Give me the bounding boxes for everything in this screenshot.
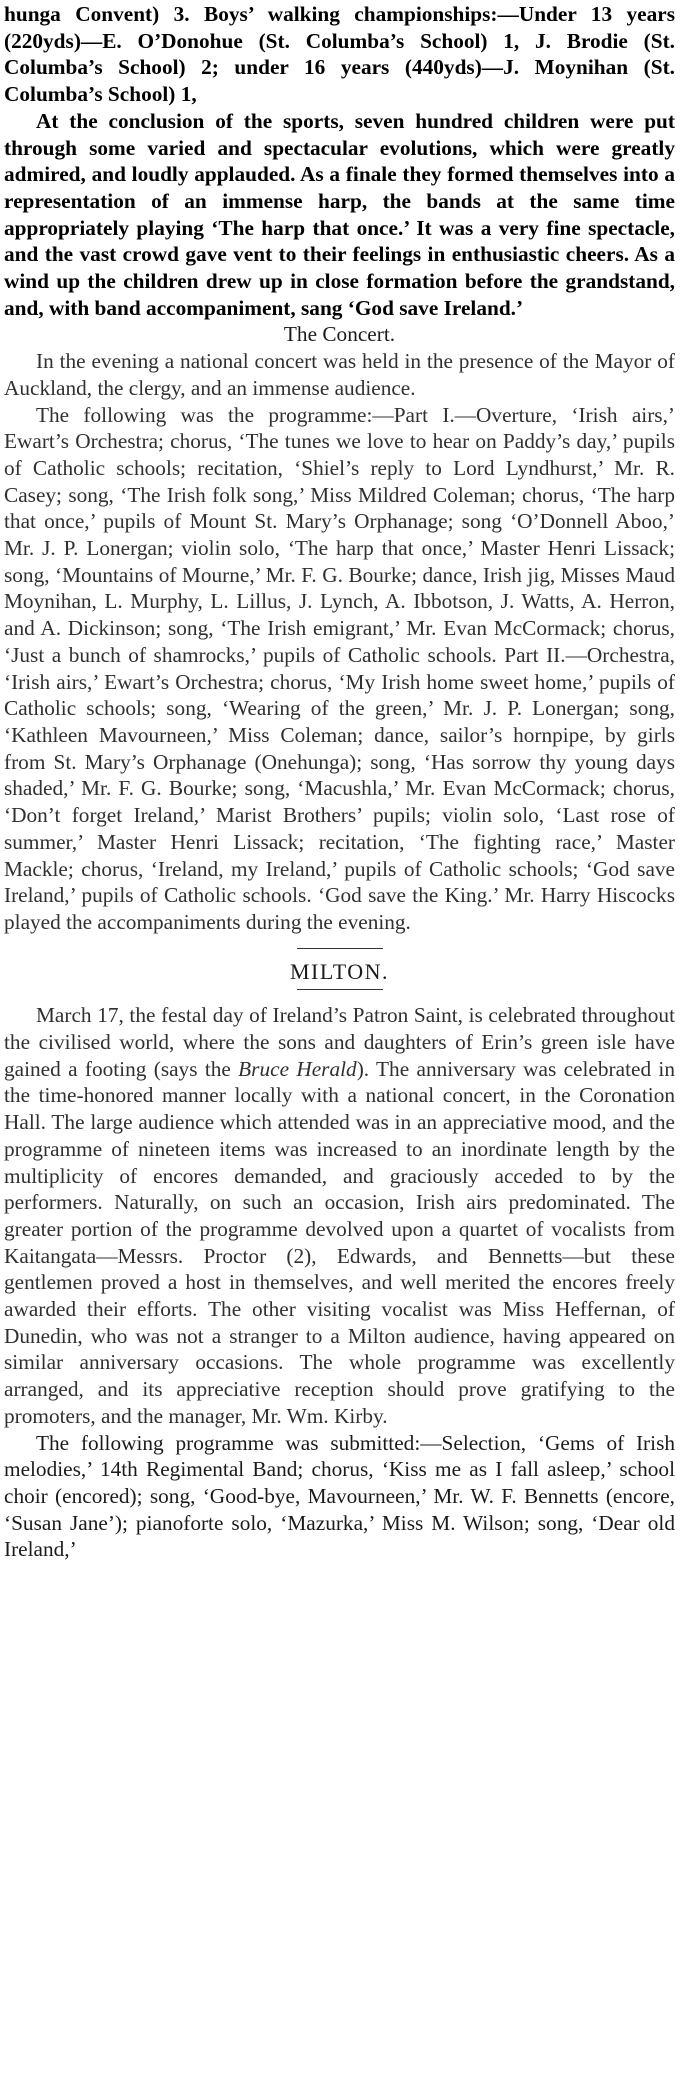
harp-finale-paragraph: At the conclusion of the sports, seven hundred children were put through some varied and spectacular evolutions, which were greatly admired, and loudly applauded. As a finale they formed themselves into a representation of an immense harp, the bands at the same time appropriately playing ‘The harp that once.’ It was a very fine spectacle, and the vast crowd gave vent to their feelings in enthusiastic cheers. As a wind up the children drew up in close formation before the grandstand, and, with band accompaniment, sang ‘God save Ireland.’ xyxy=(4,108,675,320)
milton-intro-paragraph xyxy=(4,1002,675,1429)
evening-concert-paragraph: In the evening a national concert was held in the presence of the Mayor of Auckland, the clergy, and an immense audience. xyxy=(4,349,675,400)
section-title-milton: MILTON. xyxy=(289,958,390,984)
newspaper-name-italic: Bruce Herald xyxy=(238,1056,357,1081)
milton-intro-text-start: March 17, the festal day of Ireland’s Patron Saint, is celebrated throughout the civilised world, where the sons and daughters of Erin’s green isle have gained a footing (says the xyxy=(4,1003,675,1081)
auckland-programme-paragraph: The following was the programme:—Part I.—Overture, ‘Irish airs,’ Ewart’s Orchestra; chorus, ‘The tunes we love to hear on Paddy’s day,’ pupils of Catholic schools; recitation, ‘Shiel’s reply to Lord Lyndhurst,’ Mr. R. Casey; song, ‘The Irish folk song,’ Miss Mildred Coleman; chorus, ‘The harp that once,’ pupils of Mount St. Mary’s Orphanage; song ‘O’Donnell Aboo,’ Mr. J. P. Lonergan; violin solo, ‘The harp that once,’ Master Henri Lissack; song, ‘Mountains of Mourne,’ Mr. F. G. Bourke; dance, Irish jig, Misses Maud Moynihan, L. Murphy, L. Lillus, J. Lynch, A. Ibbotson, J. Watts, A. Herron, and A. Dickinson; song, ‘The Irish emigrant,’ Mr. Evan McCormack; chorus, ‘Just a bunch of shamrocks,’ pupils of Catholic schools. Part II.—Orchestra, ‘Irish airs,’ Ewart’s Orchestra; chorus, ‘My Irish home sweet home,’ pupils of Catholic schools; song, ‘Wearing of the green,’ Mr. J. P. Lonergan; song, ‘Kathleen Mavourneen,’ Miss Coleman; dance, sailor’s hornpipe, by girls from St. Mary’s Orphanage (Onehunga); song, ‘Has sorrow thy young days shaded,’ Mr. F. G. Bourke; song, ‘Macushla,’ Mr. Evan McCormack; chorus, ‘Don’t forget Ireland,’ Marist Brothers’ pupils; violin solo, ‘Last rose of summer,’ Master Henri Lissack; recitation, ‘The fighting race,’ Master Mackle; chorus, ‘Ireland, my Ireland,’ pupils of Catholic schools; ‘God save Ireland,’ pupils of Catholic schools. ‘God save the King.’ Mr. Harry Hiscocks played the accompaniments during the evening. xyxy=(4,402,675,934)
milton-programme-paragraph: The following programme was submitted:—Selection, ‘Gems of Irish melodies,’ 14th Regimental Band; chorus, ‘Kiss me as I fall asleep,’ school choir (encored); song, ‘Good-bye, Mavourneen,’ Mr. W. F. Bennetts (encore, ‘Susan Jane’); pianoforte solo, ‘Mazurka,’ Miss M. Wilson; song, ‘Dear old Ireland,’ xyxy=(4,1430,675,1562)
section-divider xyxy=(297,948,383,949)
concert-subheading: The Concert. xyxy=(283,322,396,347)
sports-results-paragraph: hunga Convent) 3. Boys’ walking championships:—Under 13 years (220yds)—E. O’Donohue (St. Columba’s School) 1, J. Brodie (St. Columba’s School) 2; under 16 years (440yds)—J. Moynihan (St. Columba’s School) 1, xyxy=(4,2,675,107)
milton-intro-text-end: ). The anniversary was celebrated in the time-honored manner locally with a national concert, in the Coronation Hall. The large audience which attended was in an appreciative mood, and the programme of nineteen items was increased to an inordinate length by the multiplicity of encores demanded, and graciously acceded to by the performers. Naturally, on such an occasion, Irish airs predominated. The greater portion of the programme devolved upon a quartet of vocalists from Kaitangata—Messrs. Proctor (2), Edwards, and Bennetts—but these gentlemen proved a host in themselves, and well merited the encores freely awarded their efforts. The other visiting vocalist was Miss Heffernan, of Dunedin, who was not a stranger to a Milton audience, having appeared on similar anniversary occasions. The whole programme was excellently arranged, and its appreciative reception should prove gratifying to the promoters, and the manager, Mr. Wm. Kirby. xyxy=(4,1056,675,1428)
title-underline xyxy=(297,989,383,990)
